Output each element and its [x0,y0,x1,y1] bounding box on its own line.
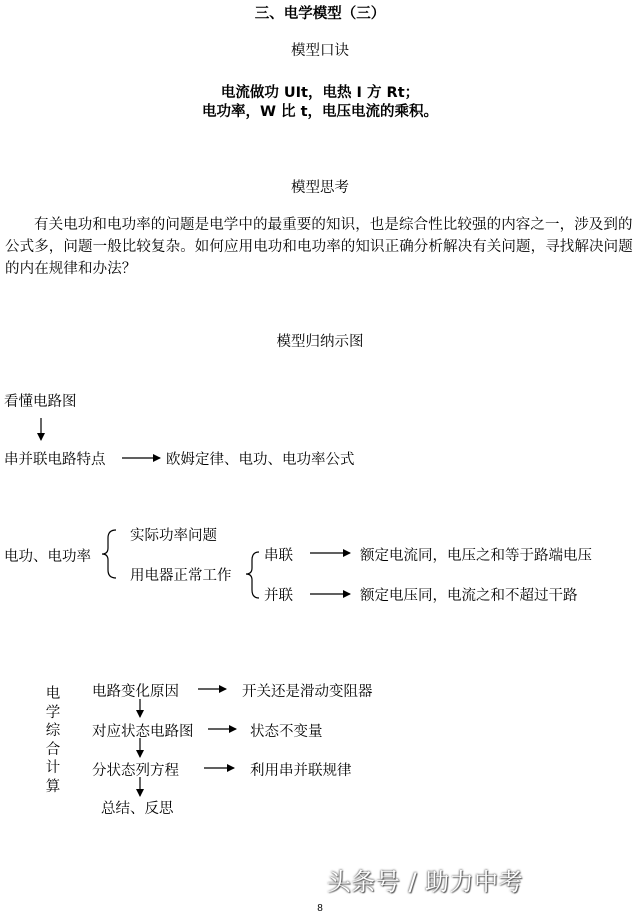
brace-1 [102,530,116,578]
section-heading-diagram: 模型归纳示图 [276,334,364,350]
brace-2 [246,552,259,598]
flow3-step1-result: 开关还是滑动变阻器 [242,684,373,700]
watermark: 头条号 / 助力中考 [326,868,524,896]
section-heading-mnemonic: 模型口诀 [291,43,349,59]
flow1-result: 欧姆定律、电功、电功率公式 [166,452,355,468]
thinking-paragraph: 有关电功和电功率的问题是电学中的最重要的知识，也是综合性比较强的内容之一，涉及到的公式多，问题一般比较复杂。如何应用电功和电功率的知识正确分析解决有关问题，寻找解决问题的内在规律和办法？ [5,217,633,277]
flow3-step1: 电路变化原因 [92,684,179,700]
flow2-series-result: 额定电流同，电压之和等于路端电压 [360,548,592,564]
flow2-branch2: 用电器正常工作 [130,568,232,584]
flow3-step2-result: 状态不变量 [250,724,323,740]
flow2-parallel-label: 并联 [264,588,293,604]
flow2-root: 电功、电功率 [4,549,91,565]
flow3-side-label: 电学综合计算 [45,686,61,795]
flow3-step2: 对应状态电路图 [92,724,194,740]
page-number: 8 [317,903,323,914]
flow1-step1: 看懂电路图 [4,394,77,410]
flow3-step3-result: 利用串并联规律 [250,763,352,779]
flow2-branch1: 实际功率问题 [130,528,217,544]
flow2-series-label: 串联 [264,548,293,564]
page-title: 三、电学模型（三） [254,5,386,22]
flow2-parallel-result: 额定电压同，电流之和不超过干路 [360,588,578,604]
mnemonic-line-1: 电流做功 UIt，电热 I 方 Rt； [220,85,420,101]
flow3-step3: 分状态列方程 [92,763,179,779]
flow3-step4: 总结、反思 [101,801,174,817]
mnemonic-line-2: 电功率，W 比 t，电压电流的乘积。 [201,104,439,120]
section-heading-thinking: 模型思考 [291,180,349,196]
flow1-step2: 串并联电路特点 [4,452,106,468]
